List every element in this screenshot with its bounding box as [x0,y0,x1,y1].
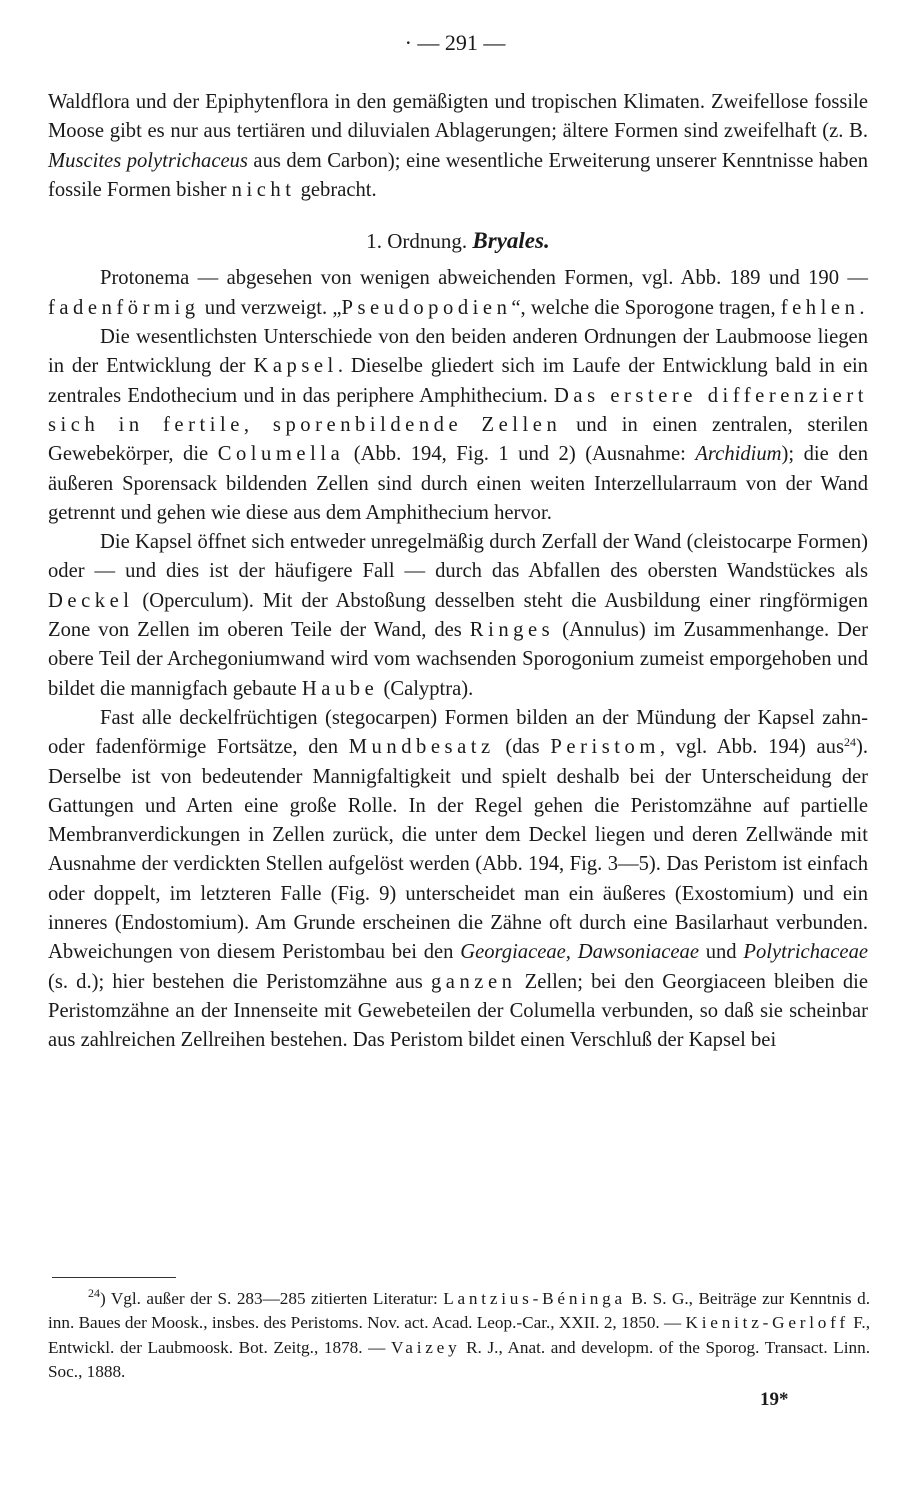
spaced-author: Vaizey [391,1337,461,1357]
order-name: Bryales. [472,228,550,254]
text-run: und verzweigt. „ [199,296,342,319]
text-run: (das [494,736,551,759]
text-run: R. J., Anat. and developm. of the Sporog. Transact. Linn. Soc., 1888. [48,1337,871,1382]
paragraph-kapsel [48,323,868,528]
spaced-emphasis: Pseudopodien [341,296,512,319]
text-run: Zellen; bei den Georgiaceen bleiben die Peristomzähne an der Innenseite mit Gewebeteilen der Columella verbunden, so daß sie scheinbar aus zahlreichen Zellreihen bestehen. Das Peristom bildet einen Verschluß der Kapsel bei [48,970,869,1052]
spaced-author: Kienitz-Gerloff [685,1313,849,1333]
spaced-emphasis: Ringes [469,619,555,642]
section-heading [48,226,868,256]
text-run: (Operculum). Mit der Abstoßung desselben steht die Ausbildung einer ringförmigen Zone von Zellen im oberen Teile der Wand, des [48,589,868,642]
text-run: gebracht. [295,178,377,201]
spaced-emphasis: fehlen [780,296,860,319]
text-run: Waldflora und der Epiphytenflora in den gemäßigten und tropischen Klimaten. Zweifellose fossile Moose gibt es nur aus tertiären und diluvialen Ablagerungen; ältere Formen sind zweifelhaft (z. B. [48,91,868,143]
text-run: ); die den äußeren Sporensack bildenden Zellen sind durch einen weiten Interzellularraum von der Wand getrennt und gehen wie diese aus dem Amphithecium hervor. [48,443,868,524]
text-run: (Calyptra). [378,677,474,700]
footnote-text [48,1287,870,1385]
paragraph-peristom [48,704,868,1056]
order-number: 1. Ordnung. [366,229,468,254]
spaced-emphasis: Kapsel [253,355,338,378]
signature-mark: 19* [760,1389,789,1410]
spaced-emphasis: Das erstere differenziert sich in fertile, sporenbildende Zellen [48,384,868,436]
text-run: . Dieselbe gliedert sich im Laufe der Entwicklung bald in ein zentrales Endothecium und in das periphere Amphithecium. [48,355,868,407]
text-run: , vgl. Abb. 194) aus [659,736,844,759]
spaced-emphasis: nicht [231,178,296,201]
spaced-emphasis: ganzen [430,970,517,993]
italic-taxon: Archidium [695,443,782,466]
footnote [48,1287,870,1385]
footnote-mark: 24 [88,1286,100,1300]
text-run: und in einen zentralen, sterilen Gewebekörper, die [48,413,869,466]
spaced-emphasis: Peristom [550,736,660,759]
paragraph-protonema [48,264,868,323]
text-run: und [698,941,744,964]
page-number-header: · — 291 — [404,30,506,55]
spaced-emphasis: Haube [301,677,379,700]
text-run: (Annulus) im Zusammenhange. Der obere Teil der Archegoniumwand wird vom wachsenden Sporogonium zumeist emporgehoben und bildet die mannigfach gebaute [48,619,869,700]
text-run: Protonema — abgesehen von wenigen abweichenden Formen, vgl. Abb. 189 und 190 — [100,267,868,290]
spaced-emphasis: Deckel [48,589,134,612]
body-text [48,88,868,1056]
text-run: (s. d.); hier bestehen die Peristomzähne aus [48,970,431,993]
spaced-emphasis: Columella [217,443,345,466]
text-run: Fast alle deckelfrüchtigen (stegocarpen) Formen bilden an der Mündung der Kapsel zahn- oder fadenförmige Fortsätze, den [48,706,868,759]
footnote-divider [52,1277,176,1278]
text-run: “, welche die Sporogone tragen, [511,296,781,319]
text-run: ). Derselbe ist von bedeutender Mannigfaltigkeit und spielt deshalb bei der Unterscheidung der Gattungen und Arten eine große Rolle. In der Regel gehen die Peristomzähne auf partielle Membranverdickungen in Zellen zurück, die unter dem Deckel liegen und deren Zellwände mit Ausnahme der verdickten Stellen aufgelöst werden (Abb. 194, Fig. 3—5). Das Peristom ist einfach oder doppelt, im letzteren Falle (Fig. 9) unterscheidet man ein äußeres (Exostomium) und ein inneres (Endostomium). Am Grunde erscheinen die Zähne oft durch eine Basilarhaut verbunden. Abweichungen von diesem Peristombau bei den [48,736,869,964]
text-run: Die Kapsel öffnet sich entweder unregelmäßig durch Zerfall der Wand (cleistocarpe Formen) oder — und dies ist der häufigere Fall — durch das Abfallen des obersten Wandstückes als [48,531,868,583]
italic-taxon: Georgiaceae, Dawsoniaceae [460,941,699,964]
spaced-emphasis: Mundbesatz [348,736,495,759]
footnote-reference: 24 [844,735,856,750]
italic-taxon: Muscites polytrichaceus [48,149,248,172]
italic-taxon: Polytrichaceae [743,941,869,964]
text-run: . [859,296,865,319]
text-run: F., Entwickl. der Laubmoosk. Bot. Zeitg., 1878. — [48,1313,870,1357]
spaced-author: Lantzius-Béninga [443,1289,626,1308]
spaced-emphasis: fadenförmig [48,296,200,319]
text-run: B. S. G., Beiträge zur Kenntnis d. inn. Baues der Moosk., insbes. des Peristoms. Nov. act. Acad. Leop.-Car., XXII. 2, 1850. — [48,1289,870,1333]
text-run: Die wesentlichsten Unterschiede von den beiden anderen Ordnungen der Laubmoose liegen in der Entwicklung der [48,326,868,378]
paragraph-deckel [48,528,868,704]
text-run: aus dem Carbon); eine wesentliche Erweiterung unserer Kenntnisse haben fossile Formen bisher [48,149,869,201]
intro-paragraph [48,88,868,205]
text-run: (Abb. 194, Fig. 1 und 2) (Ausnahme: [344,443,696,466]
text-run: ) Vgl. außer der S. 283—285 zitierten Literatur: [100,1289,444,1308]
